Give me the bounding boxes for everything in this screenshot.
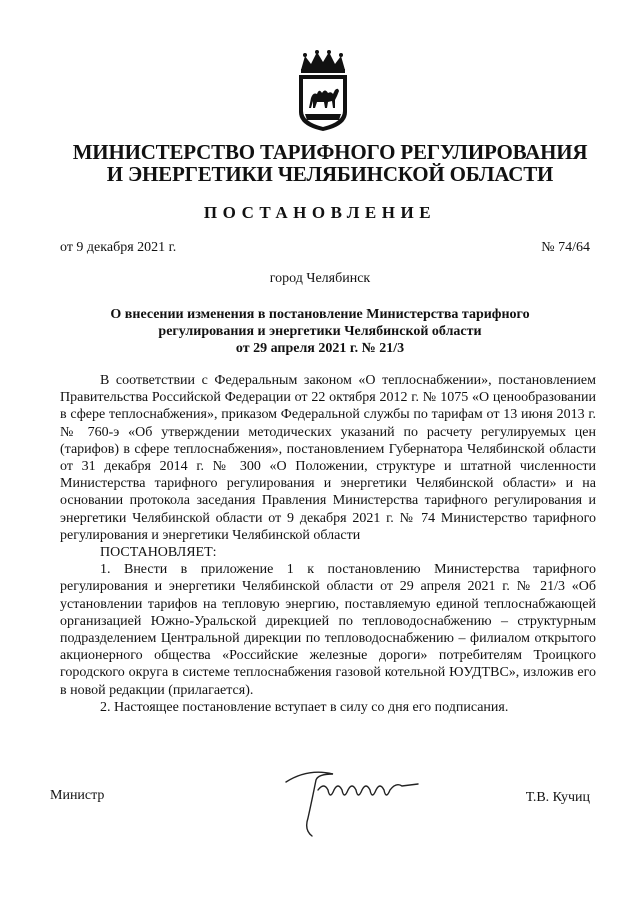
ministry-name xyxy=(40,141,620,185)
signatory-title: Министр xyxy=(50,788,105,803)
document-date: от 9 декабря 2021 г. xyxy=(60,240,177,255)
ministry-name-line2: И ЭНЕРГЕТИКИ ЧЕЛЯБИНСКОЙ ОБЛАСТИ xyxy=(106,162,554,186)
document-subject xyxy=(90,306,550,357)
subject-line2: регулирования и энергетики Челябинской области xyxy=(158,324,482,339)
item-2-paragraph: 2. Настоящее постановление вступает в силу со дня его подписания. xyxy=(100,699,509,715)
preamble-paragraph: В соответствии с Федеральным законом «О теплоснабжении», постановлением Правительства Российской Федерации от 22 октября 2012 г. № 1075 «О ценообразовании в сфере теплоснабжения», приказом Федеральной службы по тарифам от 13 июня 2013 г. № 760-э «Об утверждении методических указаний по расчету регулируемых цен (тарифов) в сфере теплоснабжения», постановлением Губернатора Челябинской области от 31 декабря 2014 г. № 300 «О Положении, структуре и штатной численности Министерства тарифного регулирования и энергетики Челябинской области» и на основании протокола заседания Правления Министерства тарифного регулирования и энергетики Челябинской области от 9 декабря 2021 г. № 74 Министерство тарифного регулирования и энергетики Челябинской области xyxy=(60,373,596,543)
handwritten-signature xyxy=(278,760,428,840)
ministry-name-line1: МИНИСТЕРСТВО ТАРИФНОГО РЕГУЛИРОВАНИЯ xyxy=(72,140,588,164)
document-type-title: ПОСТАНОВЛЕНИЕ xyxy=(203,203,437,222)
document-body xyxy=(60,372,596,716)
resolve-keyword: ПОСТАНОВЛЯЕТ: xyxy=(100,545,217,561)
document-city: город Челябинск xyxy=(269,271,371,286)
coat-of-arms-camel-icon xyxy=(295,50,351,132)
signatory-name: Т.В. Кучиц xyxy=(525,790,590,805)
subject-line1: О внесении изменения в постановление Министерства тарифного xyxy=(110,307,530,322)
subject-line3: от 29 апреля 2021 г. № 21/3 xyxy=(235,341,405,356)
item-1-paragraph: 1. Внести в приложение 1 к постановлению Министерства тарифного регулирования и энергетики Челябинской области от 29 апреля 2021 г. № 21/3 «Об установлении тарифов на тепловую энергию, поставляемую единой теплоснабжающей организацией Южно-Уральской дирекцией по тепловодоснабжению – структурным подразделением Центральной дирекции по тепловодоснабжению – филиалом открытого акционерного общества «Российские железные дороги» потребителям Троицкого городского округа в системе теплоснабжения газовой котельной ЮУДТВС», изложив его в новой редакции (прилагается). xyxy=(60,562,596,698)
document-number: № 74/64 xyxy=(541,240,590,255)
